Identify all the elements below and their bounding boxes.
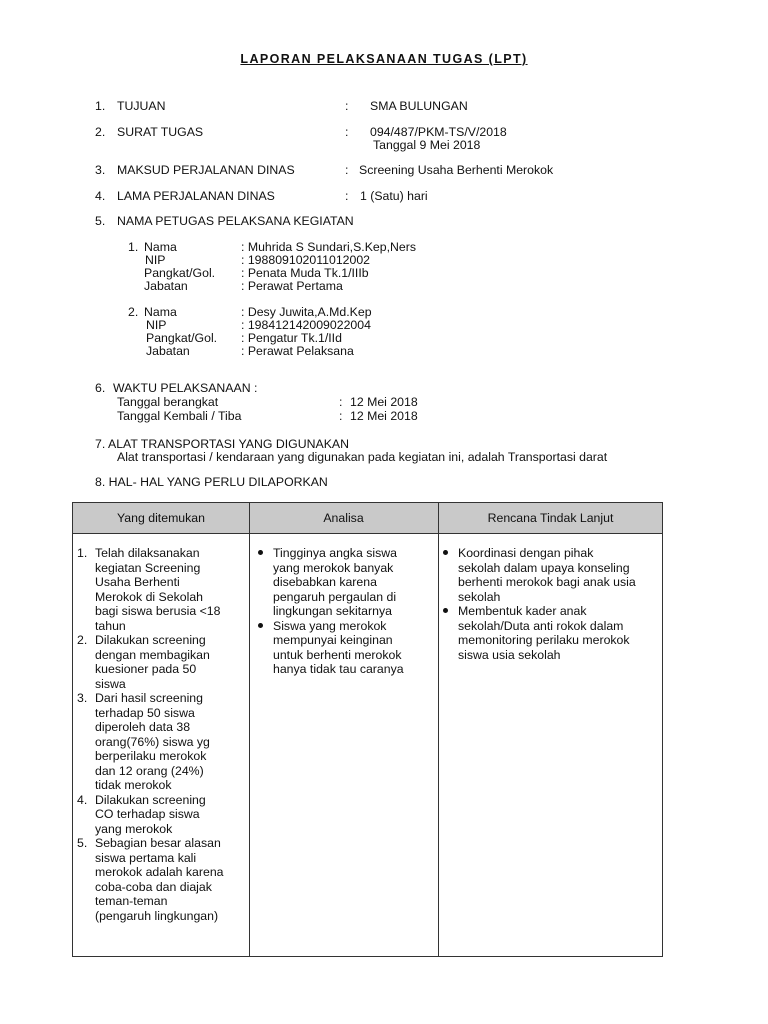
section-value: Screening Usaha Berhenti Merokok [359,163,554,177]
analysis-list [255,546,435,677]
finding-item-line: siswa pertama kali [95,850,197,865]
officer-label-pangkat: Pangkat/Gol. [144,266,216,280]
officer-value-jabatan: : Perawat Pertama [241,279,343,293]
section-number: 6. [95,381,106,395]
findings-cell [77,546,245,923]
finding-item-line: Telah dilaksanakan [95,546,200,560]
finding-item-line: Dilakukan screening [95,633,206,647]
analysis-item [255,546,435,619]
findings-list [77,546,245,923]
officer-index: 1. [128,240,139,254]
analysis-cell [255,546,435,677]
finding-item-number: 2. [77,633,88,647]
officer-value-nip: : 198809102011012002 [241,253,371,267]
finding-item-line: (pengaruh lingkungan) [95,908,219,923]
finding-item-number: 1. [77,546,88,560]
finding-item-number: 5. [77,836,88,850]
followup-list [440,546,662,662]
finding-item-line: kegiatan Screening [95,560,201,575]
analysis-item-line: hanya tidak tau caranya [273,662,404,676]
finding-item-line: Sebagian besar alasan [95,836,221,850]
bullet-icon [258,550,263,555]
section-colon: : [345,163,349,177]
finding-item-line: berperilaku merokok [95,749,207,763]
bullet-icon [258,623,263,628]
officer-label-nip: NIP [146,318,167,332]
bullet-icon [443,608,448,613]
finding-item [77,793,245,837]
officer-value-nama: : Desy Juwita,A.Md.Kep [241,305,372,319]
finding-item-line: kuesioner pada 50 [95,662,197,676]
section-label: SURAT TUGAS [117,125,204,139]
officer-value-pangkat: : Penata Muda Tk.1/IIIb [241,266,369,280]
followup-item [440,546,662,604]
finding-item-line: Merokok di Sekolah [95,589,203,604]
section-label: MAKSUD PERJALANAN DINAS [117,163,295,177]
finding-item [77,633,245,691]
followup-item-line: sekolah dalam upaya konseling [458,560,630,575]
section-value: 1 (Satu) hari [360,189,428,203]
finding-item [77,546,245,633]
analysis-item-line: Tingginya angka siswa [273,546,397,560]
officer-index: 2. [128,305,139,319]
finding-item-line: orang(76%) siswa yg [95,734,210,749]
column-header-followup: Rencana Tindak Lanjut [487,511,614,525]
section-transportasi-text: Alat transportasi / kendaraan yang digunakan pada kegiatan ini, adalah Transportasi darat [117,450,608,464]
depart-colon: : [339,395,343,409]
section-colon: : [345,99,349,113]
section-value-date: Tanggal 9 Mei 2018 [373,138,481,152]
finding-item-line: bagi siswa berusia <18 [95,604,221,618]
analysis-item-line: pengaruh pergaulan di [273,589,397,604]
section-colon: : [345,125,349,139]
finding-item-number: 4. [77,792,88,807]
depart-value: 12 Mei 2018 [350,395,418,409]
officer-value-pangkat: : Pengatur Tk.1/IId [241,331,342,345]
section-value: 094/487/PKM-TS/V/2018 [370,125,507,139]
officer-1 [128,240,528,296]
return-colon: : [339,409,343,423]
section-number: 1. [95,99,106,113]
section-number: 5. [95,214,106,228]
finding-item-line: CO terhadap siswa [95,807,200,821]
table-header [73,503,662,534]
analysis-item-line: lingkungan sekitarnya [273,604,392,618]
followup-item-line: berhenti merokok bagi anak usia [458,575,636,589]
section-value: SMA BULUNGAN [370,99,468,113]
section-label: WAKTU PELAKSANAAN : [113,381,258,395]
section-label: LAMA PERJALANAN DINAS [117,189,275,203]
officer-label-jabatan: Jabatan [146,344,190,358]
analysis-item-line: Siswa yang merokok [273,618,387,633]
finding-item-line: terhadap 50 siswa [95,705,195,720]
analysis-item-line: disebabkan karena [273,575,377,589]
followup-item-line: sekolah [458,589,501,604]
section-label: TUJUAN [117,99,166,113]
column-header-analysis: Analisa [323,511,364,525]
finding-item-line: teman-teman [95,894,168,908]
officer-value-nip: : 198412142009022004 [241,318,371,332]
section-number: 3. [95,163,106,177]
officer-value-jabatan: : Perawat Pelaksana [241,344,354,358]
officer-label-jabatan: Jabatan [144,279,188,293]
followup-cell [440,546,662,662]
officer-label-nip: NIP [145,253,166,267]
analysis-item-line: yang merokok banyak [273,560,394,575]
finding-item-line: siswa [95,676,126,691]
finding-item-line: Usaha Berhenti [95,575,180,589]
report-table [72,502,663,957]
analysis-item-line: untuk berhenti merokok [273,647,402,662]
followup-item-line: siswa usia sekolah [458,647,561,662]
finding-item [77,836,245,923]
return-label: Tanggal Kembali / Tiba [117,409,242,423]
column-divider [438,503,439,956]
followup-item-line: Koordinasi dengan pihak [458,546,594,560]
section-number: 4. [95,189,106,203]
finding-item-line: diperoleh data 38 [95,720,191,734]
officer-label-pangkat: Pangkat/Gol. [146,331,218,345]
officer-2 [128,305,528,361]
analysis-item [255,619,435,677]
officer-value-nama: : Muhrida S Sundari,S.Kep,Ners [241,240,416,254]
followup-item [440,604,662,662]
finding-item-line: dan 12 orang (24%) [95,763,204,778]
finding-item-line: dengan membagikan [95,647,210,662]
finding-item-number: 3. [77,691,88,705]
finding-item [77,691,245,793]
finding-item-line: Dilakukan screening [95,792,206,807]
analysis-item-line: mempunyai keinginan [273,633,393,647]
finding-item-line: Dari hasil screening [95,691,203,705]
section-label: NAMA PETUGAS PELAKSANA KEGIATAN [117,214,354,228]
finding-item-line: tahun [95,618,126,633]
column-divider [249,503,250,956]
document-title: LAPORAN PELAKSANAAN TUGAS (LPT) [240,52,528,66]
followup-item-line: memonitoring perilaku merokok [458,633,630,647]
followup-item-line: Membentuk kader anak [458,604,587,618]
officer-label-nama: Nama [144,305,177,319]
section-waktu [95,381,515,425]
finding-item-line: coba-coba dan diajak [95,879,212,894]
bullet-icon [443,550,448,555]
finding-item-line: merokok adalah karena [95,865,224,879]
followup-item-line: sekolah/Duta anti rokok dalam [458,618,624,633]
section-number: 2. [95,125,106,139]
officer-label-nama: Nama [144,240,177,254]
return-value: 12 Mei 2018 [350,409,418,423]
depart-label: Tanggal berangkat [117,395,219,409]
finding-item-line: yang merokok [95,821,173,836]
section-colon: : [345,189,349,203]
section-transportasi-label: 7. ALAT TRANSPORTASI YANG DIGUNAKAN [95,437,349,451]
column-header-findings: Yang ditemukan [117,511,205,525]
section-hal-label: 8. HAL- HAL YANG PERLU DILAPORKAN [95,475,328,489]
finding-item-line: tidak merokok [95,778,172,792]
